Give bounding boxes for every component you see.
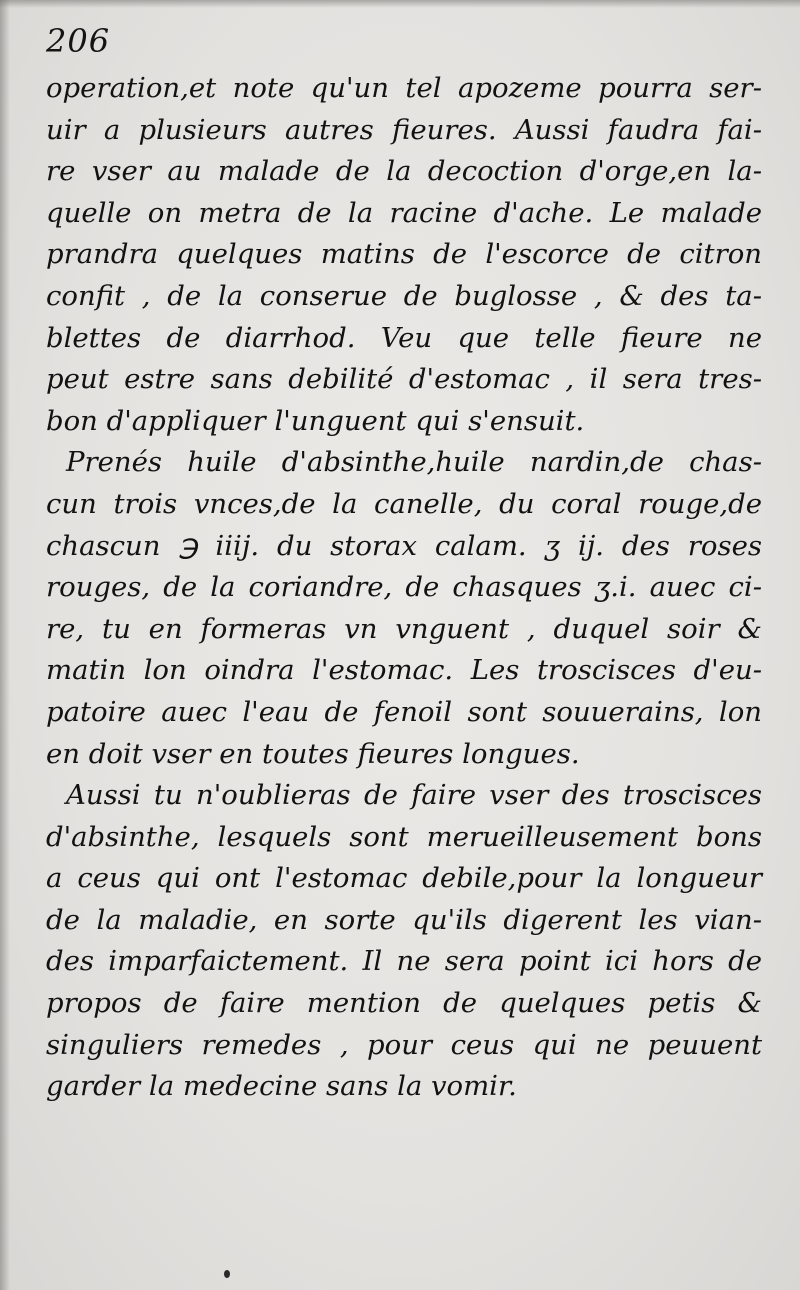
text-line: d'absinthe, lesquels sont merueilleusement bons [46, 820, 762, 853]
text-line: operation,et note qu'un tel apozeme pourra ser- [46, 72, 762, 104]
text-line: chascun ℈ iiij. du storax calam. ʒ ij. des roses [46, 529, 762, 562]
text-line: Aussi tu n'oublieras de faire vser des troscisces [66, 779, 762, 812]
text-line: blettes de diarrhod. Veu que telle fieure ne [46, 321, 762, 354]
page-number: 206 [46, 22, 111, 60]
top-edge-shadow [0, 0, 800, 8]
text-line: prandra quelques matins de l'escorce de citron [46, 238, 762, 271]
text-line: a ceus qui ont l'estomac debile,pour la longueur [46, 862, 762, 895]
text-line: bon d'appliquer l'unguent qui s'ensuit. [46, 404, 585, 437]
text-line: uir a plusieurs autres fieures. Aussi faudra fai- [46, 113, 762, 146]
text-line: propos de faire mention de quelques petis & [46, 987, 762, 1020]
text-line: des imparfaictement. Il ne sera point ici hors de [46, 945, 762, 978]
text-line: patoire auec l'eau de fenoil sont souuerains, lon [46, 695, 762, 728]
text-line: en doit vser en toutes fieures longues. [46, 737, 580, 770]
text-line: peut estre sans debilité d'estomac , il sera tres- [46, 363, 762, 396]
text-line: cun trois vnces,de la canelle, du coral rouge,de [46, 487, 762, 520]
text-line: Prenés huile d'absinthe,huile nardin,de chas- [66, 446, 762, 479]
text-line: quelle on metra de la racine d'ache. Le malade [46, 196, 762, 229]
text-line: de la maladie, en sorte qu'ils digerent les vian- [46, 903, 762, 936]
text-line: garder la medecine sans la vomir. [46, 1070, 517, 1103]
text-line: re vser au malade de la decoction d'orge,en la- [46, 155, 762, 188]
text-line: matin lon oindra l'estomac. Les troscisces d'eu- [46, 654, 762, 687]
text-line: singuliers remedes , pour ceus qui ne peuuent [46, 1028, 762, 1061]
ink-speck [224, 1270, 230, 1278]
text-line: confit , de la conserue de buglosse , & des ta- [46, 279, 762, 312]
text-line: re, tu en formeras vn vnguent , duquel soir & [46, 612, 762, 645]
body-text [46, 68, 762, 1108]
binding-shadow [0, 0, 10, 1290]
text-line: rouges, de la coriandre, de chasques ʒ.i. auec ci- [46, 571, 762, 604]
